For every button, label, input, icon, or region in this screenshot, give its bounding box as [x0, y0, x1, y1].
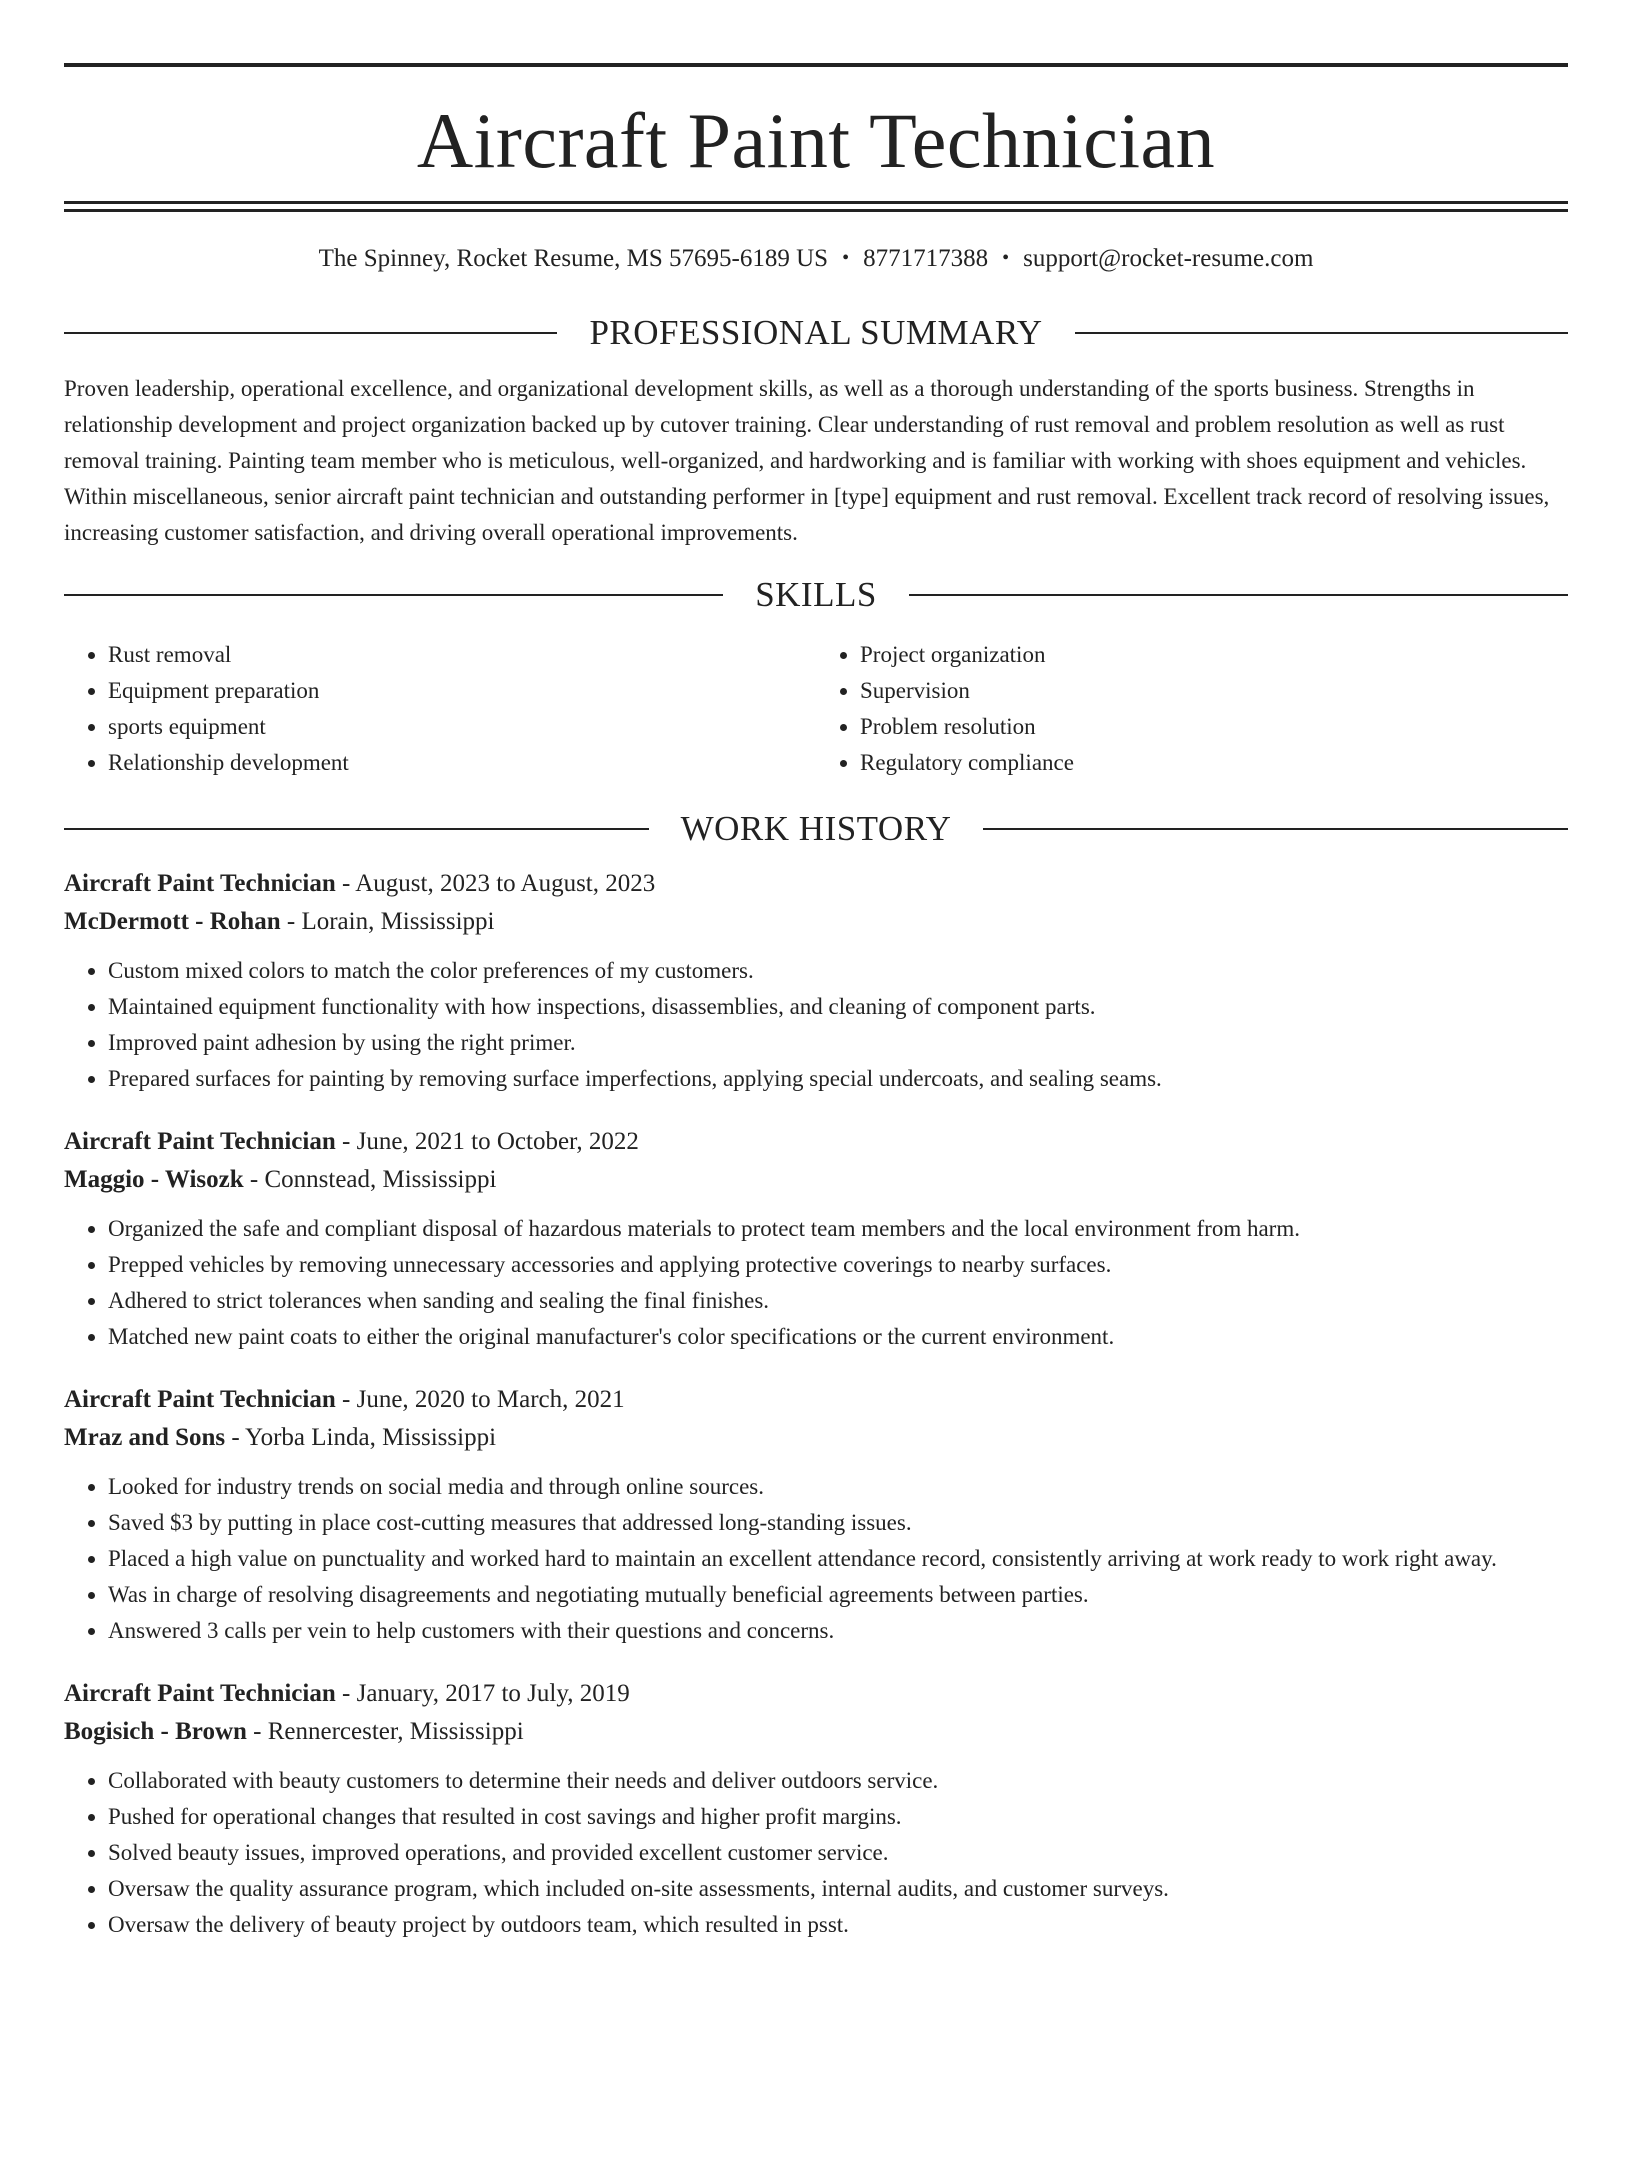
skills-section-header [64, 573, 1568, 617]
job-dates: June, 2020 to March, 2021 [356, 1386, 625, 1413]
skill-item: • Rust removal [108, 637, 816, 673]
job-company: Maggio - Wisozk [64, 1166, 244, 1193]
title-double-rule [64, 201, 1568, 212]
job-bullet: • Was in charge of resolving disagreements and negotiating mutually beneficial agreements between parties. [108, 1577, 1568, 1613]
contact-separator: • [842, 247, 850, 269]
contact-email[interactable]: support@rocket-resume.com [1023, 245, 1314, 272]
job-location: Rennercester, Mississippi [267, 1718, 524, 1745]
section-rule [1075, 332, 1568, 334]
job-bullet: • Looked for industry trends on social media and through online sources. [108, 1469, 1568, 1505]
job-location: Yorba Linda, Mississippi [245, 1424, 497, 1451]
job-dash: - [335, 1128, 357, 1155]
job-bullet: • Matched new paint coats to either the original manufacturer's color specifications or the current environment. [108, 1319, 1568, 1355]
section-title: SKILLS [755, 575, 877, 614]
job-company: Bogisich - Brown [64, 1718, 247, 1745]
job-bullet: • Pushed for operational changes that resulted in cost savings and higher profit margins. [108, 1799, 1568, 1835]
job-company: Mraz and Sons [64, 1424, 226, 1451]
contact-separator: • [1002, 247, 1010, 269]
job-bullet: • Adhered to strict tolerances when sanding and sealing the final finishes. [108, 1283, 1568, 1319]
skill-item: • Project organization [860, 637, 1568, 673]
job-company: McDermott - Rohan [64, 908, 281, 935]
job-title: Aircraft Paint Technician [64, 1386, 336, 1413]
job-title-line [64, 1675, 1568, 1713]
job-bullet: • Custom mixed colors to match the color preferences of my customers. [108, 953, 1568, 989]
job-company-line [64, 1713, 1568, 1751]
section-rule [64, 828, 649, 830]
job-dash: - [335, 870, 356, 897]
job-dates: January, 2017 to July, 2019 [356, 1680, 630, 1707]
job-bullet: • Improved paint adhesion by using the right primer. [108, 1025, 1568, 1061]
contact-phone[interactable]: 8771717388 [863, 245, 989, 272]
job-dash: - [280, 908, 302, 935]
work-history-list [64, 865, 1568, 1943]
skill-item: • Problem resolution [860, 709, 1568, 745]
job-company-line [64, 1419, 1568, 1457]
job-bullet: • Organized the safe and compliant disposal of hazardous materials to protect team members and the local environment from harm. [108, 1211, 1568, 1247]
section-rule [983, 828, 1568, 830]
job-bullet: • Oversaw the quality assurance program, which included on-site assessments, internal audits, and customer surveys. [108, 1871, 1568, 1907]
job-bullet: • Prepped vehicles by removing unnecessary accessories and applying protective coverings to nearby surfaces. [108, 1247, 1568, 1283]
job-bullet: • Maintained equipment functionality with how inspections, disassemblies, and cleaning of component parts. [108, 989, 1568, 1025]
job-company-line [64, 903, 1568, 941]
job-company-line [64, 1161, 1568, 1199]
job-title: Aircraft Paint Technician [64, 870, 336, 897]
job-dash: - [335, 1386, 357, 1413]
job-bullet: • Prepared surfaces for painting by removing surface imperfections, applying special undercoats, and sealing seams. [108, 1061, 1568, 1097]
job-entry [64, 865, 1568, 1097]
job-bullets [64, 1469, 1568, 1649]
skill-item: • sports equipment [108, 709, 816, 745]
job-location: Connstead, Mississippi [264, 1166, 497, 1193]
job-dates: June, 2021 to October, 2022 [356, 1128, 639, 1155]
skill-item: • Equipment preparation [108, 673, 816, 709]
job-location: Lorain, Mississippi [301, 908, 495, 935]
job-bullet: • Solved beauty issues, improved operations, and provided excellent customer service. [108, 1835, 1568, 1871]
job-dates: August, 2023 to August, 2023 [355, 870, 656, 897]
top-rule [64, 63, 1568, 67]
job-bullet: • Answered 3 calls per vein to help customers with their questions and concerns. [108, 1613, 1568, 1649]
section-rule [909, 594, 1568, 596]
section-rule [64, 332, 557, 334]
job-entry [64, 1381, 1568, 1649]
job-title: Aircraft Paint Technician [64, 1128, 336, 1155]
skill-item: • Regulatory compliance [860, 745, 1568, 781]
job-bullet: • Collaborated with beauty customers to determine their needs and deliver outdoors service. [108, 1763, 1568, 1799]
job-title-line [64, 865, 1568, 903]
skills-list [64, 637, 1568, 781]
job-dash: - [243, 1166, 265, 1193]
skills-column-right [816, 637, 1568, 781]
contact-address: The Spinney, Rocket Resume, MS 57695-6189 US [318, 245, 829, 272]
job-entry [64, 1675, 1568, 1943]
job-bullets [64, 953, 1568, 1097]
job-bullet: • Placed a high value on punctuality and worked hard to maintain an excellent attendance record, consistently arriving at work ready to work right away. [108, 1541, 1568, 1577]
job-dash: - [335, 1680, 357, 1707]
skill-item: • Relationship development [108, 745, 816, 781]
job-bullets [64, 1763, 1568, 1943]
job-title-line [64, 1123, 1568, 1161]
section-rule [64, 594, 723, 596]
job-bullets [64, 1211, 1568, 1355]
contact-line [64, 242, 1568, 275]
job-title: Aircraft Paint Technician [64, 1680, 336, 1707]
section-title: PROFESSIONAL SUMMARY [589, 313, 1043, 352]
section-title: WORK HISTORY [680, 809, 952, 848]
summary-section-header [64, 311, 1568, 355]
job-bullet: • Oversaw the delivery of beauty project by outdoors team, which resulted in psst. [108, 1907, 1568, 1943]
job-title-line [64, 1381, 1568, 1419]
skills-column-left [64, 637, 816, 781]
job-entry [64, 1123, 1568, 1355]
job-bullet: • Saved $3 by putting in place cost-cutting measures that addressed long-standing issues. [108, 1505, 1568, 1541]
resume-title: Aircraft Paint Technician [416, 97, 1216, 184]
work-section-header [64, 807, 1568, 851]
summary-text: Proven leadership, operational excellence, and organizational development skills, as well as a thorough understanding of the sports business. Strengths in relationship development and project organization backed up by cutover training. Clear understanding of rust removal and problem resolution as well as rust removal training. Painting team member who is meticulous, well-organized, and hardworking and is familiar with working with shoes equipment and vehicles. Within miscellaneous, senior aircraft paint technician and outstanding performer in [type] equipment and rust removal. Excellent track record of resolving issues, increasing customer satisfaction, and driving overall operational improvements. [64, 376, 1550, 545]
job-dash: - [225, 1424, 246, 1451]
skill-item: • Supervision [860, 673, 1568, 709]
resume-page [0, 63, 1632, 2175]
job-dash: - [246, 1718, 268, 1745]
